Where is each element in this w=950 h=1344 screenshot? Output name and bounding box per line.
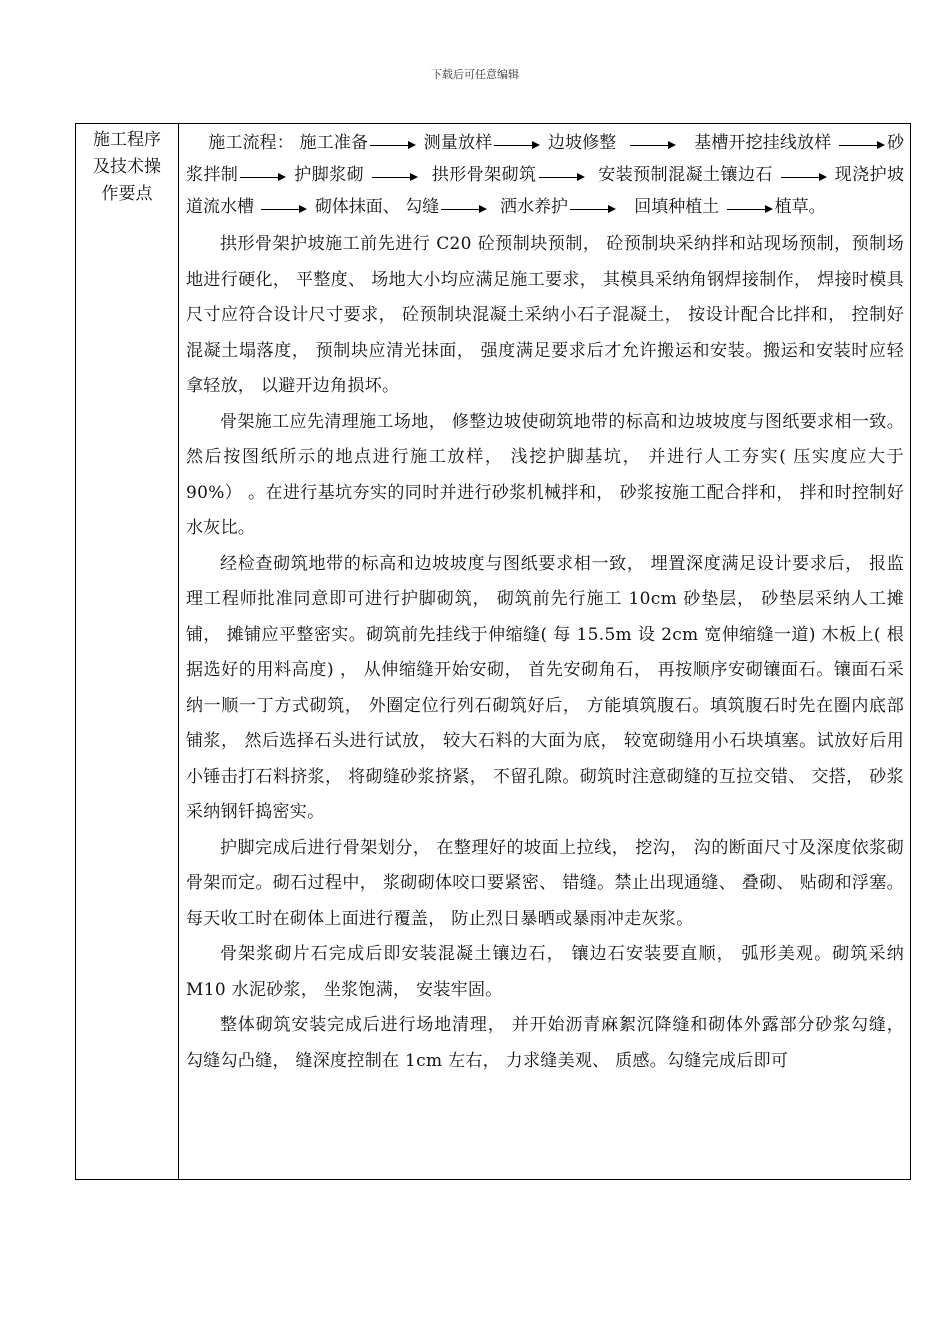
flow-step: 现浇护坡道流水槽 [186, 165, 905, 217]
construction-procedure-table [75, 123, 911, 1180]
row-label-cell [76, 127, 178, 208]
page-header-note: 下载后可任意编辑 [431, 68, 519, 81]
flow-prefix: 施工流程： [208, 133, 294, 153]
flow-step: 护脚浆砌 [294, 165, 365, 185]
body-paragraph: 骨架浆砌片石完成后即安装混凝土镶边石， 镶边石安装要直顺， 弧形美观。砌筑采纳 M10 水泥砂浆， 坐浆饱满， 安装牢固。 [186, 944, 904, 1000]
right-arrow-icon [727, 203, 773, 213]
body-paragraph: 拱形骨架护坡施工前先进行 C20 砼预制块预制， 砼预制块采纳拌和站现场预制，预制场地进行硬化， 平整度、 场地大小均应满足施工要求， 其模具采纳角钢焊接制作， 焊接时模具尺寸应符合设计尺寸要求， 砼预制块混凝土采纳小石子混凝土， 按设计配合比拌和， 控制好混凝土塌落度， 预制块应清光抹面， 强度满足要求后才允许搬运和安装。搬运和安装时应轻拿轻放， 以避开边角损坏。 [186, 234, 904, 396]
body-paragraph: 护脚完成后进行骨架划分， 在整理好的坡面上拉线， 挖沟， 沟的断面尺寸及深度依浆砌骨架而定。砌石过程中， 浆砌砌体咬口要紧密、 错缝。禁止出现通缝、 叠砌、 贴砌和浮塞。每天收工时在砌体上面进行覆盖， 防止烈日暴晒或暴雨冲走灰浆。 [186, 837, 904, 929]
right-arrow-icon [570, 203, 616, 213]
flow-step: 拱形骨架砌筑 [431, 165, 537, 185]
row-label-line: 作要点 [101, 184, 153, 204]
body-paragraph: 经检查砌筑地带的标高和边坡坡度与图纸要求相一致， 埋置深度满足设计要求后， 报监理工程师批准同意即可进行护脚砌筑， 砌筑前先行施工 10cm 砂垫层， 砂垫层采纳人工摊铺， 摊铺应平整密实。砌筑前先挂线于伸缩缝( 每 15.5m 设 2cm 宽伸缩缝一道) 木板上( 根据选好的用料高度) ， 从伸缩缝开始安砌， 首先安砌角石， 再按顺序安砌镶面石。镶面石采纳一顺一丁方式砌筑， 外圈定位行列石砌筑好后， 方能填筑腹石。填筑腹石时先在圈内底部铺浆， 然后选择石头进行试放， 较大石料的大面为底， 较宽砌缝用小石块填塞。试放好后用小锤击打石料挤浆， 将砌缝砂浆挤紧， 不留孔隙。砌筑时注意砌缝的互拉交错、 交搭， 砂浆采纳钢钎捣密实。 [186, 553, 904, 822]
right-arrow-icon [630, 139, 676, 149]
process-flow [186, 127, 904, 223]
flow-step: 边坡修整 [547, 133, 617, 153]
flow-step: 植草。 [774, 197, 826, 217]
right-arrow-icon [539, 171, 585, 181]
body-paragraph: 整体砌筑安装完成后进行场地清理， 并开始沥青麻絮沉降缝和砌体外露部分砂浆勾缝， 勾缝勾凸缝， 缝深度控制在 1cm 左右， 力求缝美观、 质感。勾缝完成后即可 [186, 1015, 904, 1071]
flow-step: 砌体抹面、 勾缝 [314, 197, 440, 217]
row-label-line: 施工程序 [93, 130, 161, 150]
right-arrow-icon [372, 171, 418, 181]
right-arrow-icon [261, 203, 307, 213]
body-paragraph: 骨架施工应先清理施工场地， 修整边坡使砌筑地带的标高和边坡坡度与图纸要求相一致。然后按图纸所示的地点进行施工放样， 浅挖护脚基坑， 并进行人工夯实( 压实度应大于 90%） 。在进行基坑夯实的同时并进行砂浆机械拌和， 砂浆按施工配合拌和， 拌和时控制好水灰比。 [186, 411, 904, 538]
right-arrow-icon [494, 139, 540, 149]
flow-step: 回填种植土 [634, 197, 720, 217]
flow-step: 施工准备 [299, 133, 369, 153]
flow-step: 洒水养护 [500, 197, 569, 217]
right-arrow-icon [839, 139, 885, 149]
flow-step: 测量放样 [423, 133, 493, 153]
right-arrow-icon [240, 171, 286, 181]
flow-step: 基槽开挖挂线放样 [694, 133, 832, 153]
row-label-line: 及技术操 [93, 157, 161, 177]
row-content-cell [186, 127, 904, 1079]
right-arrow-icon [370, 139, 416, 149]
right-arrow-icon [441, 203, 487, 213]
column-divider [178, 124, 179, 1179]
flow-step: 砂浆拌制 [186, 133, 905, 185]
right-arrow-icon [781, 171, 827, 181]
flow-step: 安装预制混凝土镶边石 [598, 165, 773, 185]
